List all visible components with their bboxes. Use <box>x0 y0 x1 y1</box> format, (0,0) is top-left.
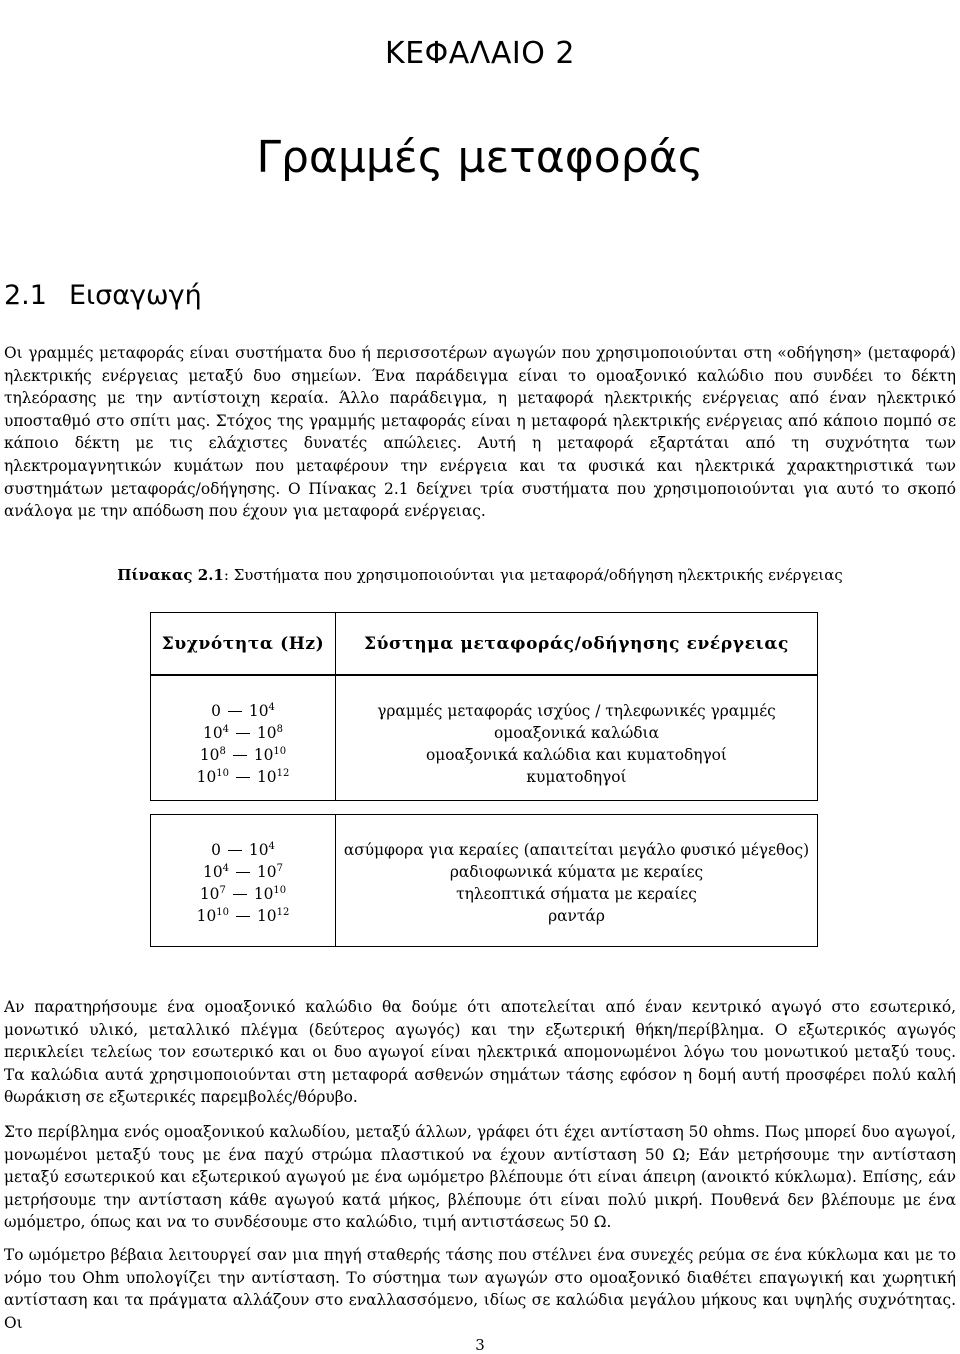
header-frequency: Συχνότητα (Hz) <box>161 633 325 654</box>
system-column <box>336 700 817 788</box>
section-title: Εισαγωγή <box>68 280 202 311</box>
range-dash <box>236 872 250 873</box>
system-entry: ασύμφορα για κεραίες (απαιτείται μεγάλο φυσικό μέγεθος) <box>343 841 810 859</box>
chapter-title: Γραμμές μεταφοράς <box>256 132 704 183</box>
section-number: 2.1 <box>4 280 47 311</box>
system-entry: τηλεοπτικά σήματα με κεραίες <box>456 885 697 903</box>
range-dash <box>236 733 250 734</box>
frequency-range <box>151 905 335 927</box>
chapter-label: ΚΕΦΑΛΑΙΟ 2 <box>385 36 575 71</box>
range-from-base: 10 <box>199 746 220 764</box>
table-group-guided <box>150 675 818 801</box>
range-to-exponent: 7 <box>276 863 283 874</box>
range-to-exponent: 10 <box>273 746 287 757</box>
range-from-exponent: 4 <box>222 724 229 735</box>
system-entry: κυματοδηγοί <box>526 768 627 786</box>
range-to-base: 10 <box>257 907 277 925</box>
range-dash <box>228 711 242 712</box>
range-from-exponent: 10 <box>216 907 229 918</box>
frequency-range <box>151 700 335 722</box>
range-to-base: 10 <box>253 746 274 764</box>
range-from-base: 0 <box>211 702 221 720</box>
impedance-paragraph: Στο περίβλημα ενός ομοαξονικού καλωδίου, μεταξύ άλλων, γράφει ότι έχει αντίσταση 50 ohms. Πως μπορεί δυο αγωγοί, μονωμένοι μεταξύ τους με ένα παχύ στρώμα πλαστικού να έχουν αντίσταση 50 Ω; Εάν μετρήσουμε την αντίσταση μεταξύ εσωτερικού και εξωτερικού αγωγού με ένα ωμόμετρο βλέπουμε ότι είναι άπειρη (ανοικτό κύκλωμα). Επίσης, εάν μετρήσουμε την αντίσταση κάθε αγωγού κατά μήκος, βλέπουμε ότι είναι πολύ μικρή. Πουθενά δεν βλέπουμε με ένα ωμόμετρο, όπως και να το συνδέσουμε στο καλώδιο, τιμή αντιστάσεως 50 Ω. <box>4 1123 956 1232</box>
system-entry: ραδιοφωνικά κύματα με κεραίες <box>449 863 704 881</box>
range-from-base: 10 <box>199 885 220 903</box>
range-to-exponent: 10 <box>273 885 287 896</box>
ohmmeter-paragraph: Το ωμόμετρο βέβαια λειτουργεί σαν μια πηγή σταθερής τάσης που στέλνει ένα συνεχές ρεύμα σε ένα κύκλωμα και με το νόμο του Ohm υπολογίζει την αντίσταση. Το σύστημα των αγωγών στο ομοαξονικό διαθέτει επαγωγική και χωρητική αντίσταση και τα πράγματα αλλάζουν στο εναλλασσόμενο, ιδίως σε καλώδια μεγάλου μήκους και υψηλής συχνότητας. Οι <box>4 1246 956 1332</box>
range-dash <box>236 916 250 917</box>
range-to-exponent: 12 <box>276 768 290 779</box>
range-to-exponent: 12 <box>276 907 290 918</box>
range-from-exponent: 4 <box>222 863 229 874</box>
frequency-range <box>151 839 335 861</box>
system-entry: ομοαξονικά καλώδια <box>494 724 659 742</box>
range-from-exponent: 10 <box>216 768 229 779</box>
range-from-base: 10 <box>196 907 217 925</box>
table-caption <box>0 566 960 584</box>
range-dash <box>236 777 250 778</box>
frequency-range <box>151 722 335 744</box>
range-to-base: 10 <box>253 885 274 903</box>
range-from-base: 10 <box>196 768 217 786</box>
range-to-base: 10 <box>257 724 277 742</box>
range-dash <box>233 894 247 895</box>
system-entry: γραμμές μεταφοράς ισχύος / τηλεφωνικές γραμμές <box>377 702 776 720</box>
frequency-column <box>151 700 335 788</box>
page-number: 3 <box>475 1336 485 1354</box>
frequency-range <box>151 744 335 766</box>
intro-paragraph: Οι γραμμές μεταφοράς είναι συστήματα δυο ή περισσοτέρων αγωγών που χρησιμοποιούνται στη «οδήγηση» (μεταφορά) ηλεκτρικής ενέργειας μεταξύ δυο σημείων. Ένα παράδειγμα είναι το ομοαξονικό καλώδιο που συνδέει το δέκτη τηλεόρασης με την αντίστοιχη κεραία. Άλλο παράδειγμα, η μεταφορά ηλεκτρικής ενέργειας από έναν ηλεκτρικό υποσταθμό στο σπίτι μας. Στόχος της γραμμής μεταφοράς είναι η μεταφορά ηλεκτρικής ενέργειας από κάποιο πομπό σε κάποιο δέκτη με τις ελάχιστες δυνατές απώλειες. Αυτή η μεταφορά εξαρτάται από τη συχνότητα των ηλεκτρομαγνητικών κυμάτων που μεταφέρουν την ενέργεια και τα φυσικά και ηλεκτρικά χαρακτηριστικά των συστημάτων μεταφοράς/οδήγησης. Ο Πίνακας 2.1 δείχνει τρία συστήματα που χρησιμοποιούνται για αυτό το σκοπό ανάλογα με την απόδωση που έχουν για μεταφορά ενέργειας. <box>4 344 956 521</box>
system-entry: ραντάρ <box>548 907 605 925</box>
range-to-base: 10 <box>257 768 277 786</box>
range-dash <box>233 755 247 756</box>
range-to-base: 10 <box>248 702 269 720</box>
range-to-base: 10 <box>248 841 269 859</box>
range-from-base: 10 <box>203 724 223 742</box>
frequency-range <box>151 861 335 883</box>
range-to-base: 10 <box>257 863 277 881</box>
system-column <box>336 839 817 927</box>
range-dash <box>228 850 242 851</box>
range-from-exponent: 8 <box>219 746 226 757</box>
header-system: Σύστημα μεταφοράς/οδήγησης ενέργειας <box>364 633 789 654</box>
range-from-base: 10 <box>203 863 223 881</box>
frequency-range <box>151 883 335 905</box>
table-caption-text: : Συστήματα που χρησιμοποιούνται για μεταφορά/οδήγηση ηλεκτρικής ενέργειας <box>223 566 843 584</box>
frequency-range <box>151 766 335 788</box>
range-to-exponent: 4 <box>268 702 275 713</box>
coax-paragraph: Αν παρατηρήσουμε ένα ομοαξονικό καλώδιο θα δούμε ότι αποτελείται από έναν κεντρικό αγωγό στο εσωτερικό, μονωτικό υλικό, μεταλλικό πλέγμα (δεύτερος αγωγός) και την εξωτερική θήκη/περίβλημα. Ο εξωτερικός αγωγός περικλείει τελείως τον εσωτερικό και οι δυο αγωγοί είναι ηλεκτρικά απομονωμένοι λόγω του μονωτικού μεταξύ τους. Τα καλώδια αυτά χρησιμοποιούνται στη μεταφορά ασθενών σημάτων τάσης εφόσον η δομή αυτή προσφέρει πολύ καλή θωράκιση σε εξωτερικές παρεμβολές/θόρυβο. <box>4 998 956 1107</box>
range-to-exponent: 4 <box>268 841 275 852</box>
range-to-exponent: 8 <box>276 724 283 735</box>
table-caption-label: Πίνακας 2.1 <box>117 566 224 584</box>
system-entry: ομοαξονικά καλώδια και κυματοδηγοί <box>426 746 727 764</box>
range-from-base: 0 <box>211 841 221 859</box>
table-group-wireless <box>150 814 818 947</box>
frequency-column <box>151 839 335 927</box>
range-from-exponent: 7 <box>219 885 226 896</box>
section-heading <box>4 280 202 311</box>
table-header-row <box>150 612 818 675</box>
